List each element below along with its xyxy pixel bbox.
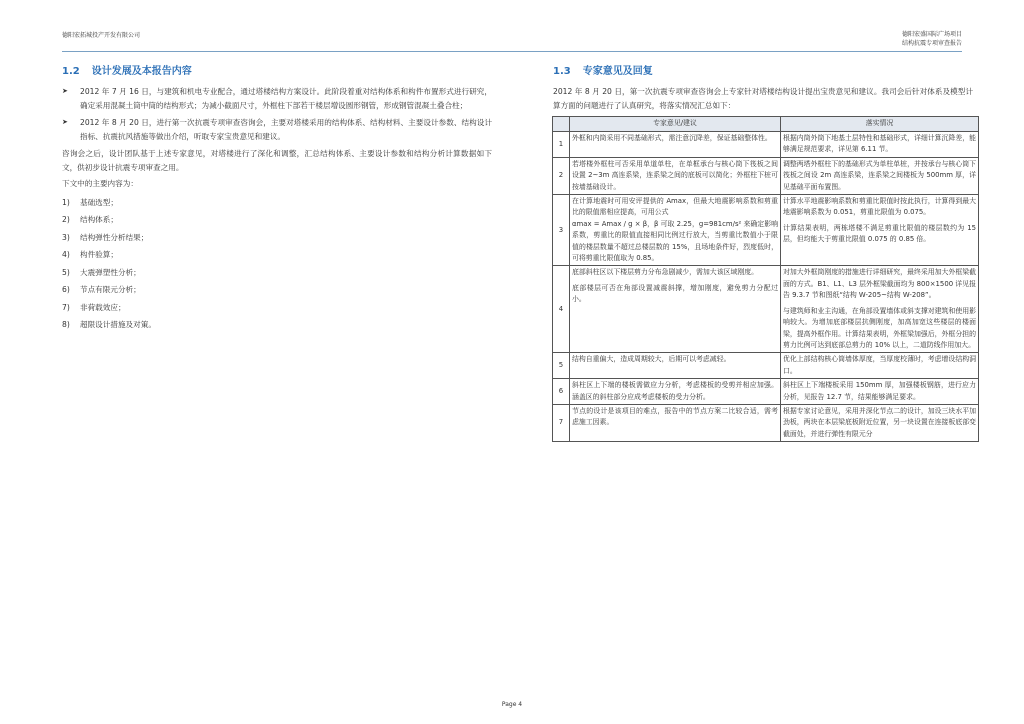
page-number: Page 4 — [501, 701, 523, 708]
header-right-line2: 结构抗震专项审查报告 — [901, 40, 962, 47]
list-number: 3) — [62, 232, 70, 242]
table-header-status: 落实情况 — [781, 117, 979, 132]
cell-paragraph: 优化上部结构核心筒墙体厚度，当厚度校薄时，考虑增设结构洞口。 — [783, 355, 976, 375]
section-title-1-2 — [62, 62, 492, 77]
paragraph: 咨询会之后，设计团队基于上述专家意见，对塔楼进行了深化和调整，汇总结构体系、主要设计参数和结构分析计算数据如下文，供初步设计抗震专项审查之用。 — [62, 149, 492, 172]
cell-paragraph: 对加大外框筒刚度的措施进行详细研究，最终采用加大外框梁截面的方式。B1、L1、L3 层外框梁截面均为 800×1500 详见报告 9.3.7 节和图纸“结构 W-205~结构 W-208”。 — [783, 268, 976, 300]
arrow-bullet-icon: ➤ — [62, 118, 68, 126]
list-text: 非荷载效应； — [80, 302, 126, 312]
table-row — [553, 353, 979, 379]
table-row — [553, 132, 979, 158]
list-text: 构件验算； — [80, 250, 118, 259]
arrow-bullet-icon: ➤ — [62, 87, 68, 95]
opinion-cell — [570, 353, 781, 379]
cell-paragraph: 根据专家讨论意见，采用并深化节点二的设计，加设三块水平加劲板，两块在本层梁底板附近位置，另一块设置在连接板底部变截面处，并进行弹性有限元分 — [783, 406, 976, 438]
bullet-item — [62, 116, 492, 143]
intro-paragraph: 2012 年 8 月 20 日，第一次抗震专项审查咨询会上专家针对塔楼结构设计提出宝贵意见和建议。我司会后针对体系及模型计算方面的问题进行了认真研究，将落实情况汇总如下： — [553, 87, 973, 110]
list-item — [62, 246, 492, 264]
cell-paragraph: 与建筑师和业主沟通，在角部设置墙体或斜支撑对建筑和使用影响较大。为增加底部楼层抗侧刚度，加高加宽这些楼层的楼面梁，提高外框作用。计算结果表明，外框梁加强后，外框分担的剪力比例可达到底部总剪力的 10% 以上，二道防线作用加大。 — [783, 306, 976, 349]
bullet-text: 2012 年 8 月 20 日，进行第一次抗震专项审查咨询会，主要对塔楼采用的结构体系、结构材料、主要设计参数、结构设计指标、抗震抗风措施等做出介绍，听取专家宝贵意见和建议。 — [80, 118, 492, 141]
table-row — [553, 266, 979, 353]
list-number: 1) — [62, 197, 70, 207]
list-item — [62, 281, 492, 299]
table-row — [553, 157, 979, 194]
content-list — [62, 194, 492, 334]
cell-paragraph: 计算结果表明，两栋塔楼不满足剪重比限值的楼层数约为 15 层，但均能大于剪重比限值 0.075 的 0.85 倍。 — [783, 223, 976, 244]
opinion-cell — [570, 404, 781, 441]
status-cell — [781, 195, 979, 266]
cell-paragraph: 在计算地震时可用安评提供的 Amax，但最大地震影响系数和剪重比的限值需相应提高，可用公式 — [572, 197, 778, 217]
table-header-num — [553, 117, 570, 132]
row-number: 1 — [553, 132, 570, 158]
status-cell — [781, 266, 979, 353]
section-heading: 设计发展及本报告内容 — [91, 66, 192, 77]
table-header-row — [553, 117, 979, 132]
list-item — [62, 299, 492, 317]
row-number: 3 — [553, 195, 570, 266]
row-number: 5 — [553, 353, 570, 379]
cell-paragraph: 斜柱区上下端楼板采用 150mm 厚，加强楼板钢筋，进行应力分析，见报告 12.7 节，结果能够满足要求。 — [783, 381, 976, 401]
header-right — [902, 30, 962, 48]
cell-paragraph: 计算水平地震影响系数和剪重比限值时按此执行，计算得到最大地震影响系数为 0.051，剪重比限值为 0.075。 — [783, 197, 976, 217]
list-item — [62, 316, 492, 334]
table-header-opinion: 专家意见/建议 — [570, 117, 781, 132]
opinion-cell — [570, 266, 781, 353]
cell-paragraph: 结构自重偏大，造成周期较大，后期可以考虑减轻。 — [572, 355, 731, 364]
list-text: 节点有限元分析； — [80, 285, 141, 294]
cell-paragraph: 外框和内筒采用不同基础形式，需注意沉降差，保证基础整体性。 — [572, 134, 772, 142]
row-number: 2 — [553, 157, 570, 194]
status-cell — [781, 404, 979, 441]
paragraph: 下文中的主要内容为： — [62, 179, 138, 188]
cell-paragraph: 底部楼层可否在角部设置减震斜撑，增加刚度，避免剪力分配过小。 — [572, 283, 778, 304]
opinion-cell — [570, 132, 781, 158]
opinion-cell — [570, 195, 781, 266]
table-row — [553, 379, 979, 405]
list-number: 6) — [62, 285, 70, 294]
header-left: 德阳宏拓城投产开发有限公司 — [62, 32, 141, 39]
row-number: 4 — [553, 266, 570, 353]
list-text: 超限设计措施及对策。 — [80, 320, 156, 329]
section-heading: 专家意见及回复 — [582, 66, 653, 77]
list-item — [62, 211, 492, 229]
bullet-item — [62, 85, 492, 112]
list-text: 结构弹性分析结果； — [80, 232, 149, 242]
left-column — [62, 62, 492, 334]
list-number: 2) — [62, 215, 70, 224]
cell-paragraph: 底部斜柱区以下楼层剪力分布急剧减少，需加大该区域刚度。 — [572, 268, 759, 277]
header-right-line1: 德阳宏盛国际广场项目 — [901, 31, 962, 38]
header-rule — [62, 51, 962, 52]
list-item — [62, 229, 492, 247]
bullet-text: 2012 年 7 月 16 日，与建筑和机电专业配合，通过塔楼结构方案设计。此阶段着重对结构体系和构件布置形式进行研究，确定采用混凝土筒中筒的结构形式；为减小截面尺寸，外框柱下部若干楼层增设圆形钢管，形成钢管混凝土叠合柱； — [80, 87, 492, 110]
cell-paragraph: 节点的设计是该项目的难点，报告中的节点方案二比较合适，需考虑施工因素。 — [572, 406, 778, 427]
row-number: 6 — [553, 379, 570, 405]
list-item — [62, 264, 492, 282]
list-number: 8) — [62, 320, 70, 329]
cell-paragraph: 调整两塔外框柱下的基础形式为单柱单桩，并按承台与核心筒下筏板之间设 2m 高连系梁，连系梁之间楼板为 500mm 厚，详见基础平面布置图。 — [783, 159, 976, 191]
row-number: 7 — [553, 404, 570, 441]
cell-paragraph: 若塔楼外框柱可否采用单道单柱，在单框承台与核心筒下筏板之间设置 2~3m 高连系梁，连系梁之间的底板可以简化；外框柱下桩可按墙基础设计。 — [572, 159, 778, 191]
list-text: 大震弹塑性分析； — [80, 267, 141, 277]
cell-paragraph: 根据内筒外筒下地基土层特性和基础形式，详细计算沉降差，能够满足规范要求，详见第 6.11 节。 — [783, 134, 976, 154]
table-row — [553, 195, 979, 266]
list-text: 基础选型； — [80, 197, 118, 207]
table-row — [553, 404, 979, 441]
cell-paragraph: 斜柱区上下端的楼板需做应力分析，考虑楼板的受剪并相应加强。涵盖区的斜柱部分应成考虑楼板的受力分析。 — [572, 381, 778, 401]
section-number: 1.3 — [553, 66, 571, 77]
opinion-cell — [570, 379, 781, 405]
status-cell — [781, 353, 979, 379]
right-column — [553, 62, 976, 442]
list-number: 7) — [62, 302, 70, 312]
list-text: 结构体系； — [80, 215, 118, 224]
list-number: 4) — [62, 250, 70, 259]
status-cell — [781, 157, 979, 194]
opinion-cell — [570, 157, 781, 194]
status-cell — [781, 132, 979, 158]
list-number: 5) — [62, 267, 70, 277]
section-title-1-3 — [553, 62, 973, 77]
list-item — [62, 194, 492, 212]
status-cell — [781, 379, 979, 405]
section-number: 1.2 — [62, 66, 80, 77]
cell-paragraph: αmax = Amax / g × β，β 可取 2.25，g=981cm/s² 来确定影响系数，剪重比的限值直接相同比例过行放大，当剪重比数值小于限值的楼层数量不超过总楼层数的 15%，且场地条件好，烈度低时，可将剪重比限值取为 0.85。 — [572, 219, 778, 263]
expert-opinion-table — [552, 116, 979, 442]
